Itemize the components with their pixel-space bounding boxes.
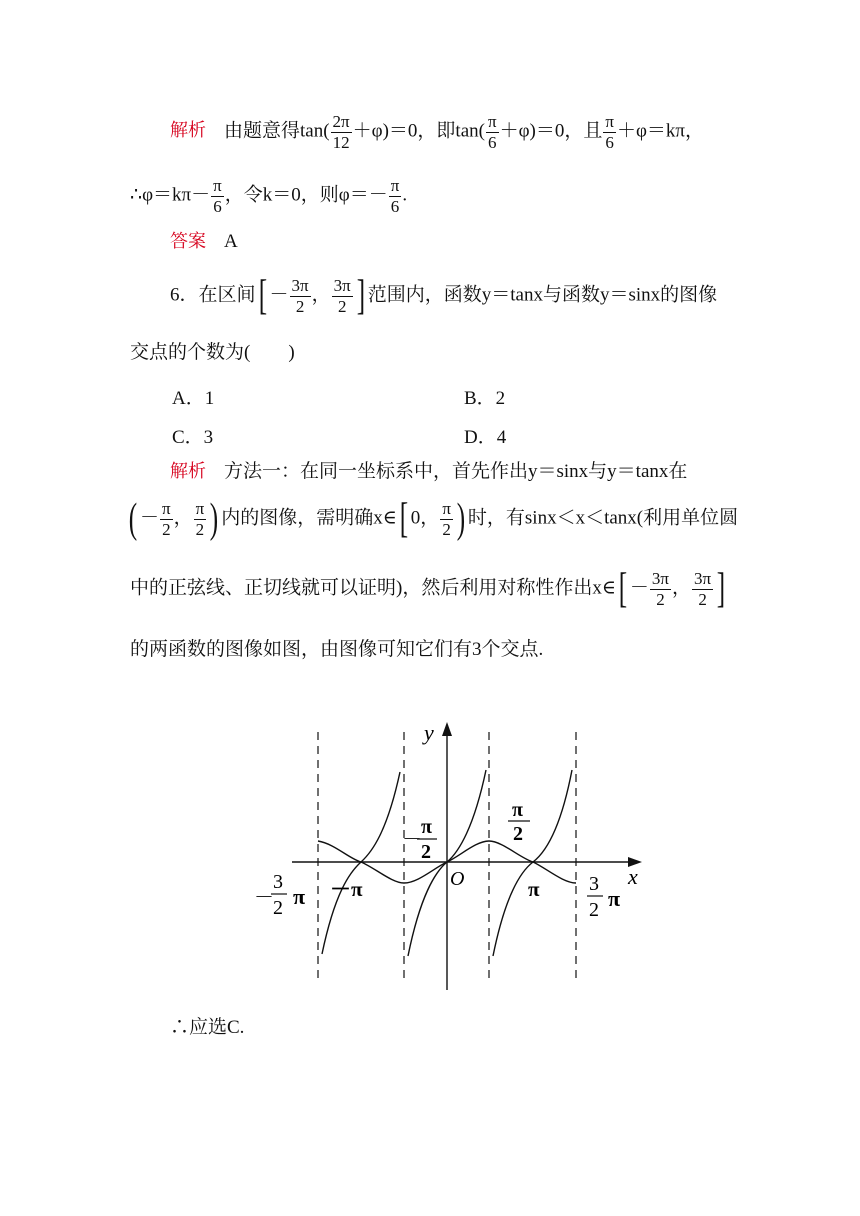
label-neg-pi-half-num: π [421,816,432,838]
choice-c: C．3 [172,427,214,448]
interval-0-pi2: [ 0， $\frac{\pi}{2}$ ) [399,496,466,542]
x-axis-label: x [628,864,638,889]
interval-3pi2b: [ － $\frac{3\pi}{2}$ ， $\frac{3\pi}{2}$ ] [618,566,726,612]
conclusion: ∴应选C. [170,1017,245,1038]
sol5-line2: ∴φ＝kπ－ $\frac{\pi}{6}$ ，令k＝0，则φ＝－ $\frac{\pi}{6}$ . [130,176,408,216]
frac-pi-6d: $\frac{\pi}{6}$ [390,176,400,216]
frac-pi-6b: $\frac{\pi}{6}$ [605,112,614,152]
origin-label: O [450,868,465,890]
label-3pi2-num: 3 [589,873,599,895]
label-3pi2-pi: π [608,886,621,911]
choice-d: D．4 [464,427,507,448]
sol5-line1: 解析 由题意得tan( $\frac{2\pi}{12}$ ＋φ)＝0，即tan( $\frac{\pi}{6}$ ＋φ)＝0，且 $\frac{\pi}{6}$ ＋φ＝kπ， [170,112,705,152]
choice-a: A．1 [172,388,215,409]
label-3pi2-den: 2 [589,899,599,921]
label-neg-pi-half-sign: － [402,829,422,851]
sol6-line1: 解析 方法一：在同一坐标系中，首先作出y＝sinx与y＝tanx在 [170,461,688,482]
q6-line1: 6．在区间[ － $\frac{3\pi}{2}$ ， $\frac{3\pi}{2}$ ] 范围内，函数y＝tanx与函数y＝sinx的图像 [170,273,718,319]
sin-tan-graph [0,712,860,1012]
sol6-line3: 中的正弦线、正切线就可以证明)，然后利用对称性作出x∈[ － $\frac{3\pi}{2}$ ， $\frac{3\pi}{2}$ ] [130,568,728,610]
label-pi: π [528,877,540,901]
q6-line2: 交点的个数为( ) [130,342,295,363]
label-neg-3pi2-den: 2 [273,897,283,919]
answer5-value: A [224,231,238,252]
frac-pi-6: $\frac{\pi}{6}$ [487,112,497,152]
y-axis-arrow [442,722,452,736]
sol6-line4: 的两函数的图像如图，由图像可知它们有3个交点. [130,639,544,660]
interval-3pi2: [ － $\frac{3\pi}{2}$ ， $\frac{3\pi}{2}$ ] [258,273,365,319]
tan-branch-1 [322,772,400,954]
answer5-label: 答案 [170,231,206,252]
label-neg-pi-half-den: 2 [421,841,431,863]
label-neg-3pi2-num: 3 [273,871,283,893]
label-neg-3pi2-pi: π [293,884,306,909]
interval-pi2: ( － $\frac{\pi}{2}$ ， $\frac{\pi}{2}$ ) [128,496,219,542]
choice-b: B．2 [464,388,506,409]
label-pi-half-den: 2 [513,823,523,845]
tan-branch-3 [493,770,572,956]
sol6-line2: ( － $\frac{\pi}{2}$ ， $\frac{\pi}{2}$ ) 内的图像，需明确x∈[ 0， $\frac{\pi}{2}$ ) 时，有sinx＜x＜tanx(利用单位圆 [126,498,738,540]
frac-2pi-12: $\frac{2\pi}{12}$ [332,112,350,152]
y-axis-label: y [424,720,434,745]
answer5 [170,232,238,251]
label-neg-pi: －π [330,877,363,901]
label-neg-3pi2-sign: － [254,887,274,909]
sol6-label: 解析 [170,461,206,482]
sol5-label: 解析 [170,120,206,142]
label-pi-half-num: π [512,799,523,821]
frac-pi-6c: $\frac{\pi}{6}$ [213,176,222,216]
